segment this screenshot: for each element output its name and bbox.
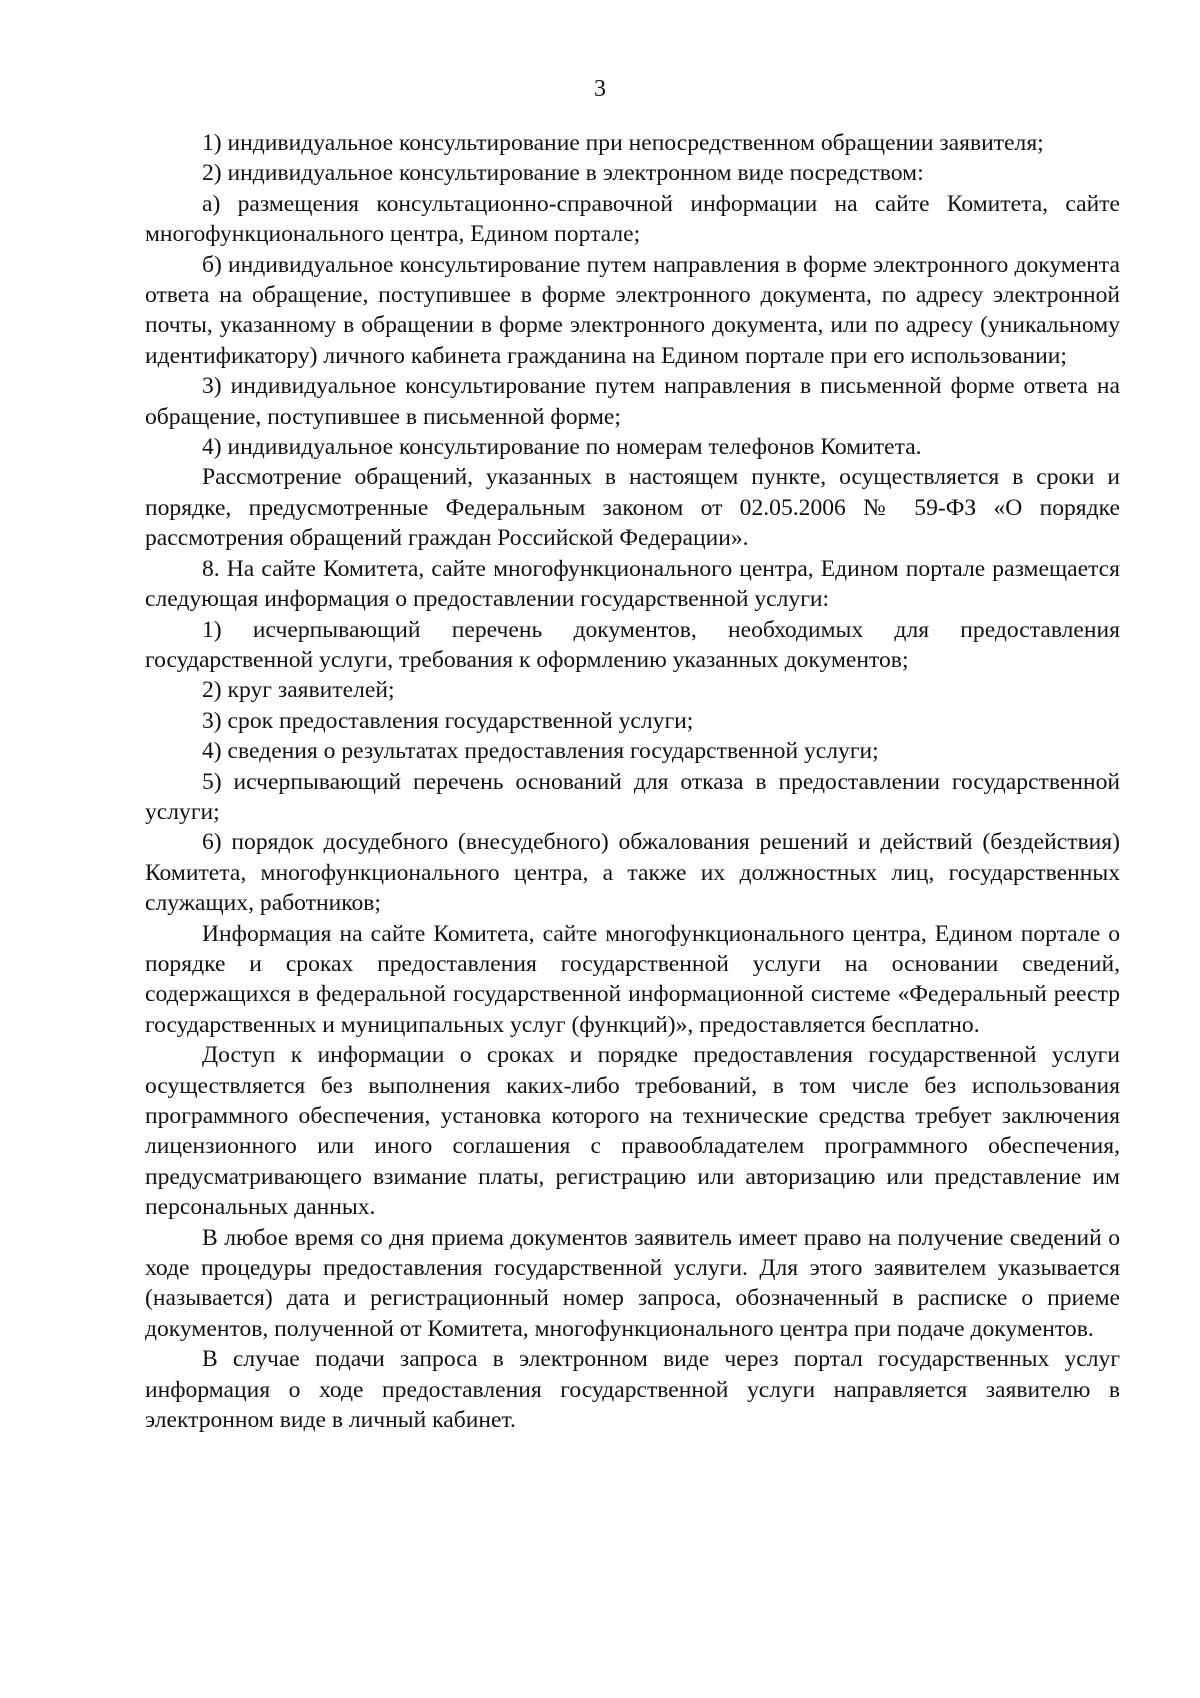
- paragraph-item-3-written: 3) индивидуальное консультирование путем направления в письменной форме ответа на обращение, поступившее в письменной форме;: [145, 373, 1120, 430]
- paragraph-electronic-request: В случае подачи запроса в электронном виде через портал государственных услуг информация о ходе предоставления государственной услуги направляется заявителю в электронном виде в личный кабинет.: [145, 1346, 1120, 1434]
- paragraph-list-item-4: 4) сведения о результатах предоставления государственной услуги;: [202, 738, 879, 765]
- paragraph-item-1-in-person: 1) индивидуальное консультирование при непосредственном обращении заявителя;: [202, 130, 1044, 156]
- paragraph-list-item-3: 3) срок предоставления государственной услуги;: [202, 707, 694, 734]
- paragraph-list-item-2: 2) круг заявителей;: [202, 677, 395, 704]
- paragraph-section-8: 8. На сайте Комитета, сайте многофункционального центра, Едином портале размещается следующая информация о предоставлении государственной услуги:: [145, 555, 1120, 613]
- paragraph-subitem-b: б) индивидуальное консультирование путем направления в форме электронного документа ответа на обращение, поступившее в форме электронного документа, по адресу электронной почты, указанному в обращении в форме электронного документа, или по адресу (уникальному идентификатору) личного кабинета гражданина на Едином портале при его использовании;: [145, 251, 1120, 369]
- paragraph-item-2-electronic: 2) индивидуальное консультирование в электронном виде посредством:: [202, 160, 924, 187]
- paragraph-access-to-information: Доступ к информации о сроках и порядке предоставления государственной услуги осуществляется без выполнения каких-либо требований, в том числе без использования программного обеспечения, установка которого на технические средства требует заключения лицензионного или иного соглашения с правообладателем программного обеспечения, предусматривающего взимание платы, регистрацию или авторизацию или представление им персональных данных.: [145, 1042, 1120, 1221]
- paragraph-progress-inquiry: В любое время со дня приема документов заявитель имеет право на получение сведений о ходе процедуры предоставления государственной услуги. Для этого заявителем указывается (называется) дата и регистрационный номер запроса, обозначенный в расписке о приеме документов, полученной от Комитета, многофункционального центра при подаче документов.: [145, 1224, 1120, 1342]
- document-body: [145, 128, 1120, 1435]
- paragraph-review-of-appeals: Рассмотрение обращений, указанных в настоящем пункте, осуществляется в сроки и порядке, предусмотренные Федеральным законом от 02.05.2006 № 59-ФЗ «О порядке рассмотрения обращений граждан Российской Федерации».: [145, 464, 1120, 552]
- paragraph-subitem-a: а) размещения консультационно-справочной информации на сайте Комитета, сайте многофункционального центра, Едином портале;: [145, 190, 1120, 248]
- paragraph-list-item-1: 1) исчерпывающий перечень документов, необходимых для предоставления государственной услуги, требования к оформлению указанных документов;: [145, 616, 1120, 673]
- paragraph-item-4-phone: 4) индивидуальное консультирование по номерам телефонов Комитета.: [202, 434, 922, 461]
- paragraph-information-free: Информация на сайте Комитета, сайте многофункционального центра, Едином портале о порядке и сроках предоставления государственной услуги на основании сведений, содержащихся в федеральной государственной информационной системе «Федеральный реестр государственных и муниципальных услуг (функций)», предоставляется бесплатно.: [145, 920, 1120, 1038]
- paragraph-list-item-5: 5) исчерпывающий перечень оснований для отказа в предоставлении государственной услуги;: [145, 768, 1120, 825]
- page-number: 3: [594, 76, 606, 102]
- paragraph-list-item-6: 6) порядок досудебного (внесудебного) обжалования решений и действий (бездействия) Комитета, многофункционального центра, а также их должностных лиц, государственных служащих, работников;: [145, 829, 1120, 917]
